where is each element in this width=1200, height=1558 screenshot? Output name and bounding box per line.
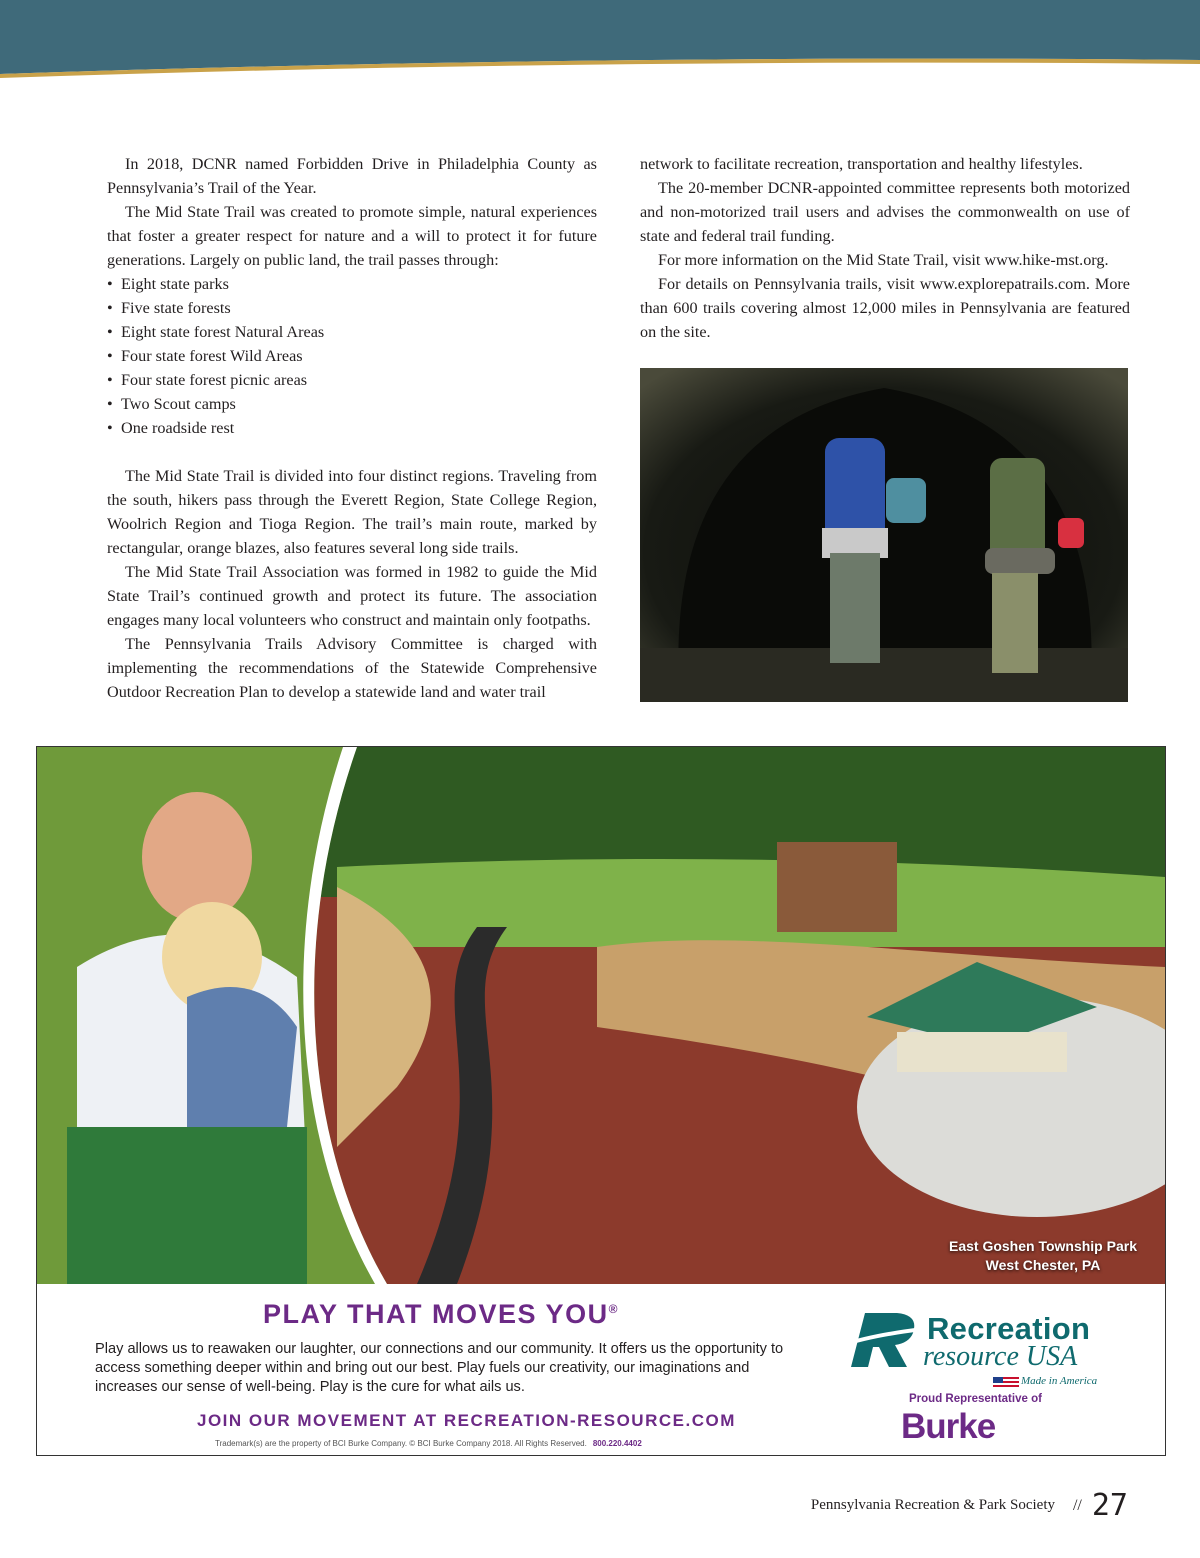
page-number: 27 xyxy=(1091,1488,1128,1523)
list-item: • Four state forest Wild Areas xyxy=(107,344,597,368)
burke-logo: Burke xyxy=(901,1407,996,1446)
paragraph: The Mid State Trail Association was formed in 1982 to guide the Mid State Trail’s continued growth and protect its future. The association engages many local volunteers who construct and maintain only footpaths. xyxy=(107,563,597,629)
paragraph: The Mid State Trail is divided into four distinct regions. Traveling from the south, hikers pass through the Everett Region, State College Region, Woolrich Region and Tioga Region. The trail’s main route, marked by rectangular, orange blazes, also features several long side trails. xyxy=(107,467,597,557)
headline-text: PLAY THAT MOVES YOU xyxy=(263,1299,609,1329)
caption-location: East Goshen Township Park xyxy=(948,1238,1137,1254)
burke-advertisement xyxy=(36,746,1166,1456)
list-item: • Four state forest picnic areas xyxy=(107,368,597,392)
proud-representative-text: Proud Representative of xyxy=(909,1393,1042,1405)
paragraph: The Mid State Trail was created to promote simple, natural experiences that foster a greater respect for nature and a will to protect it for future generations. Largely on public land, the trail passes through: xyxy=(107,203,597,269)
flag-icon xyxy=(993,1377,1019,1387)
paragraph: The 20-member DCNR-appointed committee represents both motorized and non-motorized trail users and advises the commonwealth on use of state and federal trail funding. xyxy=(640,179,1130,245)
paragraph: network to facilitate recreation, transportation and healthy lifestyles. xyxy=(640,155,1083,173)
footer-separator: // xyxy=(1072,1496,1082,1514)
paragraph: For details on Pennsylvania trails, visit www.explorepatrails.com. More than 600 trails covering almost 12,000 miles in Pennsylvania are featured on the site. xyxy=(640,275,1130,341)
recreation-resource-logo xyxy=(843,1307,1113,1447)
ad-legal xyxy=(215,1439,642,1448)
trail-features-list xyxy=(107,272,597,440)
list-item: • Five state forests xyxy=(107,296,597,320)
publication-name: Pennsylvania Recreation & Park Society xyxy=(810,1497,1055,1513)
ad-cta: JOIN OUR MOVEMENT AT RECREATION-RESOURCE.COM xyxy=(197,1411,736,1430)
header-band xyxy=(0,0,1200,90)
list-item: • One roadside rest xyxy=(107,416,597,440)
list-item: • Eight state forest Natural Areas xyxy=(107,320,597,344)
playground-photo xyxy=(37,747,1165,1284)
page-footer xyxy=(811,1488,1128,1523)
logo-title: Recreation xyxy=(927,1311,1091,1346)
hikers-tunnel-photo xyxy=(640,368,1128,702)
caption-city: West Chester, PA xyxy=(985,1257,1101,1273)
r-mark-icon xyxy=(843,1309,923,1369)
article-right-column xyxy=(640,152,1130,344)
article-left-column xyxy=(107,152,597,704)
logo-subtitle: resource USA xyxy=(923,1341,1078,1372)
legal-text: Trademark(s) are the property of BCI Burke Company. © BCI Burke Company 2018. All Rights Reserved. xyxy=(215,1439,587,1448)
paragraph: The Pennsylvania Trails Advisory Committee is charged with implementing the recommendations of the Statewide Comprehensive Outdoor Recreation Plan to develop a statewide land and water trail xyxy=(107,635,597,701)
ad-headline xyxy=(263,1299,619,1330)
phone-number: 800.220.4402 xyxy=(592,1439,642,1448)
photo-caption xyxy=(949,1237,1137,1275)
list-item: • Eight state parks xyxy=(107,272,597,296)
ad-body-text: Play allows us to reawaken our laughter, our connections and our community. It offers us the opportunity to access something deeper within and bring out our best. Play fuels our creativity, our imaginations and increases our sense of well-being. Play is the cure for what ails us. xyxy=(95,1341,784,1395)
paragraph: For more information on the Mid State Trail, visit www.hike-mst.org. xyxy=(658,251,1109,269)
list-item: • Two Scout camps xyxy=(107,392,597,416)
registered-mark: ® xyxy=(608,1302,619,1316)
paragraph: In 2018, DCNR named Forbidden Drive in Philadelphia County as Pennsylvania’s Trail of the Year. xyxy=(107,155,597,197)
made-in-america-text: Made in America xyxy=(1021,1375,1098,1387)
